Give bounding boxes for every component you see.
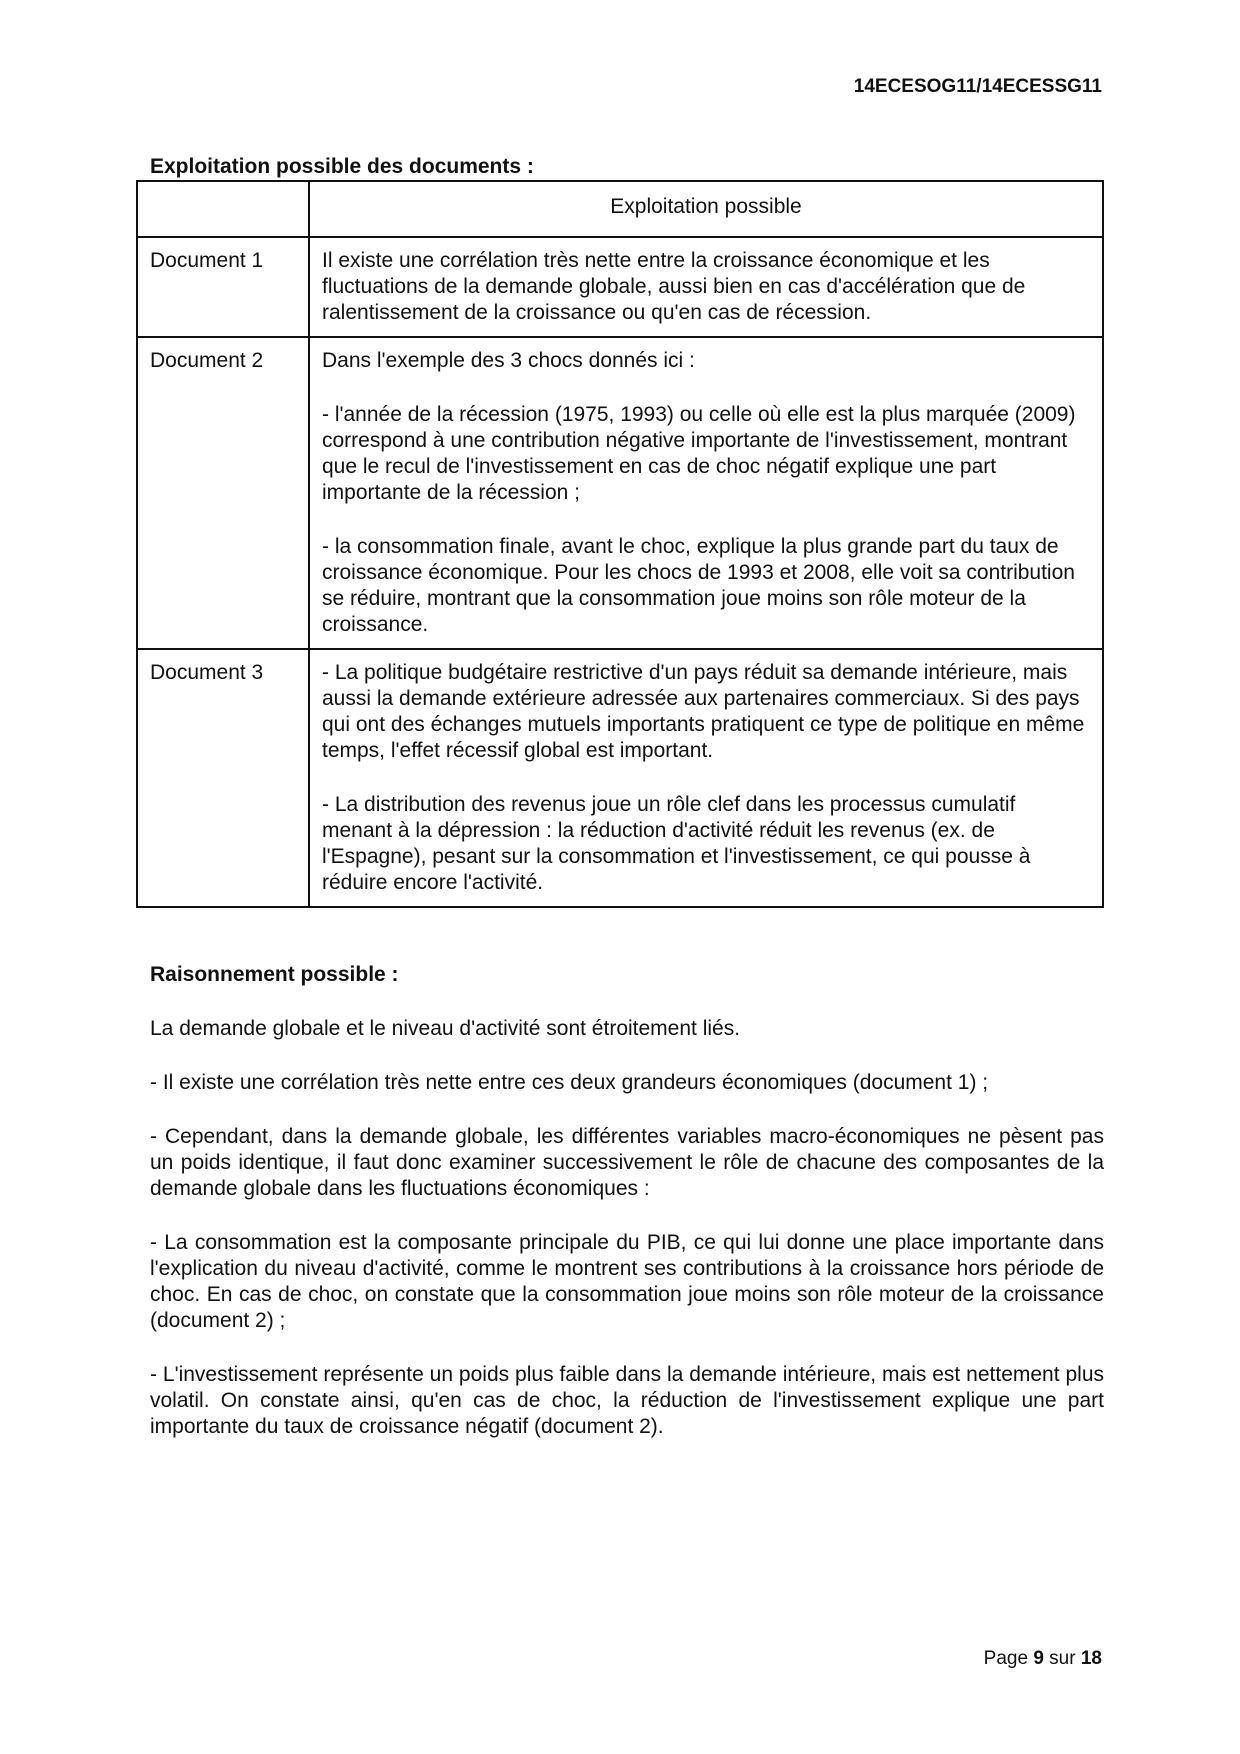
table-column-header: Exploitation possible (309, 181, 1103, 237)
exploitation-section-title: Exploitation possible des documents : (150, 155, 534, 178)
raisonnement-body (150, 1016, 1104, 1468)
document-label: Document 2 (137, 337, 309, 649)
document-label: Document 1 (137, 237, 309, 337)
raisonnement-paragraph: La demande globale et le niveau d'activité sont étroitement liés. (150, 1017, 741, 1040)
table-corner-cell (137, 181, 309, 237)
table-row (137, 649, 1103, 907)
raisonnement-paragraph: - L'investissement représente un poids plus faible dans la demande intérieure, mais est nettement plus volatil. On constate ainsi, qu'en cas de choc, la réduction de l'investissement explique une part importante du taux de croissance négatif (document 2). (150, 1363, 1104, 1438)
exploitation-cell (309, 649, 1103, 907)
of-label: sur (1049, 1648, 1076, 1669)
raisonnement-paragraph: - Cependant, dans la demande globale, les différentes variables macro-économiques ne pèsent pas un poids identique, il faut donc examiner successivement le rôle de chacune des composantes de la demande globale dans les fluctuations économiques : (150, 1125, 1104, 1200)
page-number: 9 (1033, 1648, 1044, 1669)
total-pages: 18 (1080, 1648, 1102, 1669)
table-row (137, 337, 1103, 649)
raisonnement-section-title: Raisonnement possible : (150, 963, 399, 986)
exploitation-paragraph: Il existe une corrélation très nette entre la croissance économique et les fluctuations de la demande globale, aussi bien en cas d'accélération que de ralentissement de la croissance ou qu'en cas de récession. (322, 249, 1026, 324)
raisonnement-paragraph: - La consommation est la composante principale du PIB, ce qui lui donne une place importante dans l'explication du niveau d'activité, comme le montrent ses contributions à la croissance hors période de choc. En cas de choc, on constate que la consommation joue moins son rôle moteur de la croissance (document 2) ; (150, 1231, 1104, 1332)
raisonnement-paragraph: - Il existe une corrélation très nette entre ces deux grandeurs économiques (document 1) ; (150, 1071, 989, 1094)
exploitation-paragraph: - l'année de la récession (1975, 1993) ou celle où elle est la plus marquée (2009) correspond à une contribution négative importante de l'investissement, montrant que le recul de l'investissement en cas de choc négatif explique une part importante de la récession ; (322, 403, 1076, 504)
document-label: Document 3 (137, 649, 309, 907)
exploitation-cell (309, 237, 1103, 337)
page-footer (984, 1646, 1102, 1672)
exploitation-paragraph: - La politique budgétaire restrictive d'un pays réduit sa demande intérieure, mais aussi la demande extérieure adressée aux partenaires commerciaux. Si des pays qui ont des échanges mutuels importants pratiquent ce type de politique en même temps, l'effet récessif global est important. (322, 661, 1085, 762)
exploitation-table (136, 180, 1104, 908)
table-row (137, 237, 1103, 337)
page-label: Page (983, 1648, 1029, 1669)
exploitation-paragraph: - La distribution des revenus joue un rôle clef dans les processus cumulatif menant à la dépression : la réduction d'activité réduit les revenus (ex. de l'Espagne), pesant sur la consommation et l'investissement, ce qui pousse à réduire encore l'activité. (322, 793, 1031, 894)
exploitation-paragraph: Dans l'exemple des 3 chocs donnés ici : (322, 349, 695, 372)
exploitation-cell (309, 337, 1103, 649)
table-header-row (137, 181, 1103, 237)
document-code: 14ECESOG11/14ECESSG11 (853, 76, 1102, 97)
exploitation-paragraph: - la consommation finale, avant le choc, explique la plus grande part du taux de croissance économique. Pour les chocs de 1993 et 2008, elle voit sa contribution se réduire, montrant que la consommation joue moins son rôle moteur de la croissance. (322, 535, 1075, 636)
